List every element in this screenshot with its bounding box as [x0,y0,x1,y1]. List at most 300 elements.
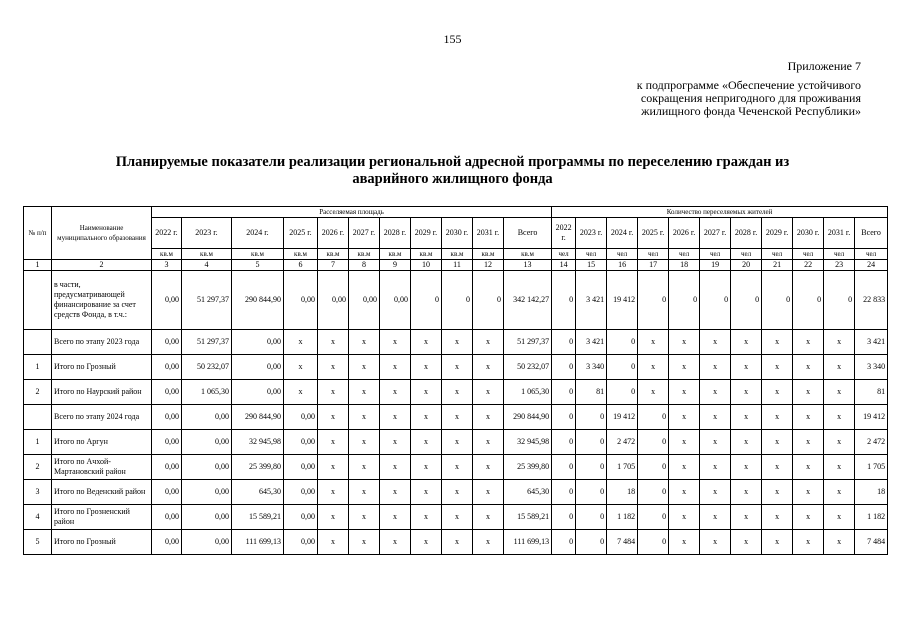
value-cell: x [380,455,411,480]
column-index-cell: 11 [442,260,473,271]
value-cell: x [762,330,793,355]
value-cell: 51 297,37 [504,330,552,355]
group-area-header: Расселяемая площадь [152,207,552,218]
value-cell: 0,00 [284,455,318,480]
value-cell: 0,00 [284,405,318,430]
row-number-cell: 1 [24,430,52,455]
area-year-header: 2029 г. [411,218,442,249]
value-cell: 0 [576,480,607,505]
value-cell: x [411,380,442,405]
people-year-header: 2023 г. [576,218,607,249]
group-people-header: Количество переселяемых жителей [552,207,888,218]
value-cell: x [318,380,349,405]
people-year-header: 2029 г. [762,218,793,249]
value-cell: x [824,530,855,555]
row-number-cell: 5 [24,530,52,555]
value-cell: 0 [638,530,669,555]
row-name-cell: Всего по этапу 2023 года [52,330,152,355]
value-cell: x [700,430,731,455]
column-index-cell: 5 [232,260,284,271]
table-row [24,380,888,405]
value-cell: 0,00 [152,455,182,480]
value-cell: x [442,330,473,355]
row-name-cell: Всего по этапу 2024 года [52,405,152,430]
table-row [24,271,888,330]
value-cell: x [669,405,700,430]
row-name-cell: в части, предусматривающей финансирование за счет средств Фонда, в т.ч.: [52,271,152,330]
people-year-header: 2024 г. [607,218,638,249]
row-number-cell: 2 [24,380,52,405]
value-cell: 0,00 [182,505,232,530]
value-cell: x [473,430,504,455]
value-cell: x [442,405,473,430]
value-cell: 0,00 [152,355,182,380]
value-cell: 0 [669,271,700,330]
value-cell: 22 833 [855,271,888,330]
value-cell: x [638,355,669,380]
value-cell: x [411,455,442,480]
value-cell: 0,00 [152,405,182,430]
people-unit-cell: чел [576,249,607,260]
row-number-cell [24,330,52,355]
value-cell: 0 [607,330,638,355]
value-cell: 0 [762,271,793,330]
value-cell: 1 705 [607,455,638,480]
value-cell: x [318,405,349,430]
value-cell: 0,00 [152,505,182,530]
value-cell: x [318,530,349,555]
column-index-cell: 15 [576,260,607,271]
value-cell: x [284,355,318,380]
value-cell: 0 [552,530,576,555]
value-cell: 0,00 [318,271,349,330]
value-cell: x [442,430,473,455]
row-number-cell: 4 [24,505,52,530]
column-index-cell: 23 [824,260,855,271]
appendix-block [637,60,861,118]
value-cell: 645,30 [504,480,552,505]
people-year-header: 2026 г. [669,218,700,249]
column-index-cell: 8 [349,260,380,271]
value-cell: x [669,330,700,355]
value-cell: x [669,430,700,455]
value-cell: 15 589,21 [232,505,284,530]
value-cell: x [349,355,380,380]
value-cell: 1 065,30 [182,380,232,405]
page-number: 155 [443,32,462,46]
value-cell: 0 [552,380,576,405]
value-cell: 25 399,80 [504,455,552,480]
value-cell: 0 [552,480,576,505]
value-cell: x [731,430,762,455]
row-name-cell: Итого по Веденский район [52,480,152,505]
value-cell: x [442,455,473,480]
value-cell: 0 [552,405,576,430]
column-index-cell: 14 [552,260,576,271]
appendix-line: жилищного фонда Чеченской Республики» [641,104,861,118]
value-cell: x [318,355,349,380]
people-unit-cell: чел [855,249,888,260]
column-index-cell: 7 [318,260,349,271]
row-name-cell: Итого по Грозный [52,355,152,380]
value-cell: 0 [552,505,576,530]
area-unit-cell: кв.м [284,249,318,260]
value-cell: 0 [576,430,607,455]
value-cell: 0 [442,271,473,330]
value-cell: x [731,380,762,405]
value-cell: x [700,455,731,480]
value-cell: x [411,405,442,430]
value-cell: 0,00 [232,355,284,380]
value-cell: 1 705 [855,455,888,480]
value-cell: x [700,355,731,380]
people-unit-cell: чел [793,249,824,260]
value-cell: x [284,380,318,405]
table-row [24,430,888,455]
value-cell: x [442,530,473,555]
value-cell: x [793,505,824,530]
value-cell: x [762,530,793,555]
area-year-header: 2025 г. [284,218,318,249]
value-cell: x [380,355,411,380]
table-row [24,530,888,555]
value-cell: x [762,505,793,530]
column-index-cell: 2 [52,260,152,271]
value-cell: 0 [552,430,576,455]
value-cell: 81 [855,380,888,405]
people-year-header: 2030 г. [793,218,824,249]
people-unit-cell: чел [700,249,731,260]
value-cell: 342 142,27 [504,271,552,330]
value-cell: 0 [411,271,442,330]
value-cell: 15 589,21 [504,505,552,530]
value-cell: 290 844,90 [232,405,284,430]
area-year-header: 2022 г. [152,218,182,249]
value-cell: 3 421 [576,271,607,330]
value-cell: x [473,505,504,530]
value-cell: 2 472 [607,430,638,455]
table-row [24,355,888,380]
value-cell: 0 [607,380,638,405]
value-cell: x [731,480,762,505]
appendix-line: к подпрограмме «Обеспечение устойчивого [636,78,861,92]
value-cell: 3 340 [855,355,888,380]
value-cell: 0 [638,505,669,530]
value-cell: 0 [576,505,607,530]
area-unit-cell: кв.м [152,249,182,260]
people-unit-cell: чел [607,249,638,260]
people-unit-cell: чел [552,249,576,260]
value-cell: 0 [793,271,824,330]
row-name-cell: Итого по Наурский район [52,380,152,405]
value-cell: x [731,355,762,380]
value-cell: x [793,355,824,380]
value-cell: x [824,405,855,430]
column-index-cell: 6 [284,260,318,271]
heading-line: Планируемые показатели реализации региональной адресной программы по переселению граждан из [115,154,790,170]
value-cell: 0,00 [380,271,411,330]
value-cell: x [824,330,855,355]
people-year-header: 2028 г. [731,218,762,249]
people-unit-cell: чел [638,249,669,260]
row-number-cell: 3 [24,480,52,505]
value-cell: 0,00 [182,455,232,480]
value-cell: x [349,330,380,355]
value-cell: x [473,380,504,405]
value-cell: 0,00 [152,330,182,355]
value-cell: x [380,330,411,355]
column-index-cell: 24 [855,260,888,271]
value-cell: x [349,405,380,430]
value-cell: x [669,480,700,505]
people-year-header: 2022 г. [552,218,576,249]
people-year-header: 2025 г. [638,218,669,249]
value-cell: x [669,380,700,405]
table-row [24,330,888,355]
row-number-cell [24,405,52,430]
value-cell: 0 [731,271,762,330]
value-cell: 290 844,90 [232,271,284,330]
people-year-header: 2027 г. [700,218,731,249]
value-cell: x [473,455,504,480]
value-cell: x [793,430,824,455]
people-unit-cell: чел [762,249,793,260]
appendix-title: Приложение 7 [787,59,861,73]
value-cell: 0,00 [182,530,232,555]
area-unit-cell: кв.м [473,249,504,260]
value-cell: x [700,530,731,555]
value-cell: 0 [576,455,607,480]
value-cell: 0,00 [232,380,284,405]
table-row [24,405,888,430]
value-cell: 50 232,07 [182,355,232,380]
value-cell: x [824,380,855,405]
value-cell: x [442,480,473,505]
value-cell: x [669,530,700,555]
area-year-header: 2031 г. [473,218,504,249]
area-unit-cell: кв.м [318,249,349,260]
value-cell: x [762,455,793,480]
row-name-cell: Итого по Аргун [52,430,152,455]
value-cell: 0,00 [284,271,318,330]
area-year-header: Всего [504,218,552,249]
value-cell: 25 399,80 [232,455,284,480]
row-number-cell: 1 [24,355,52,380]
table-row [24,455,888,480]
value-cell: 0,00 [182,480,232,505]
value-cell: x [473,355,504,380]
value-cell: x [411,430,442,455]
column-index-cell: 19 [700,260,731,271]
value-cell: x [318,330,349,355]
value-cell: 51 297,37 [182,330,232,355]
value-cell: 290 844,90 [504,405,552,430]
value-cell: 2 472 [855,430,888,455]
area-year-header: 2024 г. [232,218,284,249]
value-cell: x [442,355,473,380]
people-unit-cell: чел [824,249,855,260]
value-cell: x [380,480,411,505]
value-cell: x [762,355,793,380]
value-cell: 0 [638,455,669,480]
value-cell: 0,00 [349,271,380,330]
value-cell: 0 [552,455,576,480]
value-cell: x [318,455,349,480]
value-cell: 0,00 [152,480,182,505]
value-cell: 0,00 [152,430,182,455]
value-cell: 50 232,07 [504,355,552,380]
value-cell: x [793,530,824,555]
value-cell: 1 182 [855,505,888,530]
value-cell: 0 [824,271,855,330]
value-cell: 0 [552,271,576,330]
value-cell: 32 945,98 [504,430,552,455]
value-cell: 0,00 [284,530,318,555]
people-unit-cell: чел [731,249,762,260]
value-cell: 111 699,13 [232,530,284,555]
value-cell: x [669,455,700,480]
value-cell: 0 [700,271,731,330]
value-cell: x [700,480,731,505]
value-cell: x [473,530,504,555]
value-cell: 0,00 [284,505,318,530]
value-cell: x [473,405,504,430]
column-index-cell: 18 [669,260,700,271]
value-cell: x [824,505,855,530]
heading-line: аварийного жилищного фонда [352,171,553,187]
value-cell: 81 [576,380,607,405]
area-unit-cell: кв.м [442,249,473,260]
row-name-cell: Итого по Ачхой-Мартановский район [52,455,152,480]
value-cell: x [762,480,793,505]
indicators-table [23,206,888,555]
value-cell: x [442,505,473,530]
people-year-header: 2031 г. [824,218,855,249]
area-unit-cell: кв.м [504,249,552,260]
value-cell: x [793,480,824,505]
column-index-cell: 3 [152,260,182,271]
value-cell: 1 065,30 [504,380,552,405]
area-year-header: 2028 г. [380,218,411,249]
value-cell: x [824,430,855,455]
value-cell: x [349,480,380,505]
value-cell: x [442,380,473,405]
value-cell: x [731,405,762,430]
col-no-header: № п/п [24,207,52,260]
value-cell: x [349,380,380,405]
value-cell: 0,00 [152,380,182,405]
value-cell: x [762,430,793,455]
value-cell: 0 [638,430,669,455]
area-unit-cell: кв.м [411,249,442,260]
value-cell: x [824,480,855,505]
value-cell: x [411,480,442,505]
value-cell: 0 [638,271,669,330]
value-cell: 3 421 [855,330,888,355]
value-cell: x [473,330,504,355]
value-cell: x [793,405,824,430]
value-cell: x [411,530,442,555]
value-cell: x [793,380,824,405]
value-cell: 7 484 [855,530,888,555]
value-cell: 18 [855,480,888,505]
row-number-cell: 2 [24,455,52,480]
value-cell: 0 [552,355,576,380]
people-unit-cell: чел [669,249,700,260]
value-cell: x [638,330,669,355]
column-index-cell: 13 [504,260,552,271]
value-cell: x [700,330,731,355]
value-cell: x [638,380,669,405]
value-cell: x [380,405,411,430]
value-cell: 0,00 [182,430,232,455]
value-cell: 0,00 [232,330,284,355]
row-number-cell [24,271,52,330]
value-cell: x [762,405,793,430]
value-cell: x [700,405,731,430]
value-cell: x [731,530,762,555]
row-name-cell: Итого по Грозный [52,530,152,555]
value-cell: x [731,330,762,355]
value-cell: 7 484 [607,530,638,555]
value-cell: 645,30 [232,480,284,505]
value-cell: 51 297,37 [182,271,232,330]
area-unit-cell: кв.м [380,249,411,260]
value-cell: x [380,505,411,530]
value-cell: 0 [576,530,607,555]
column-index-cell: 9 [380,260,411,271]
value-cell: x [700,505,731,530]
area-year-header: 2023 г. [182,218,232,249]
column-index-cell: 4 [182,260,232,271]
value-cell: 3 340 [576,355,607,380]
document-heading [60,154,845,188]
appendix-line: сокращения непригодного для проживания [640,91,861,105]
value-cell: x [700,380,731,405]
area-year-header: 2030 г. [442,218,473,249]
column-index-cell: 16 [607,260,638,271]
value-cell: 3 421 [576,330,607,355]
value-cell: x [284,330,318,355]
column-index-cell: 17 [638,260,669,271]
column-index-cell: 1 [24,260,52,271]
value-cell: 0 [552,330,576,355]
value-cell: 19 412 [607,271,638,330]
value-cell: 0 [638,405,669,430]
value-cell: x [473,480,504,505]
value-cell: x [824,455,855,480]
table-row [24,480,888,505]
value-cell: 18 [607,480,638,505]
value-cell: x [824,355,855,380]
value-cell: x [669,355,700,380]
value-cell: 111 699,13 [504,530,552,555]
area-year-header: 2026 г. [318,218,349,249]
table-row [24,505,888,530]
value-cell: x [349,430,380,455]
column-index-cell: 12 [473,260,504,271]
value-cell: 0 [638,480,669,505]
value-cell: x [669,505,700,530]
value-cell: x [318,430,349,455]
value-cell: x [349,530,380,555]
value-cell: 0 [607,355,638,380]
value-cell: x [411,355,442,380]
value-cell: 0,00 [152,530,182,555]
column-index-cell: 22 [793,260,824,271]
value-cell: x [380,530,411,555]
value-cell: 0,00 [284,430,318,455]
